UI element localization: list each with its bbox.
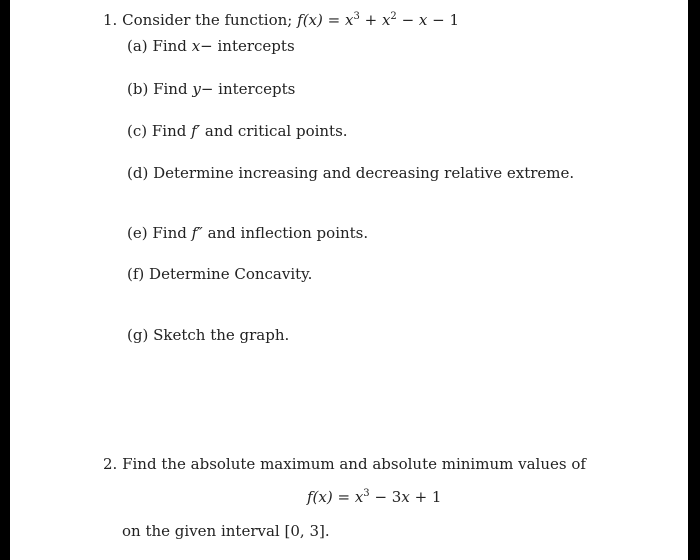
problem-2-function: $f(x) = x^3 - 3x + 1$	[307, 488, 442, 506]
part-a-text: Find	[152, 37, 187, 55]
part-d-text: Determine increasing and decreasing relative extreme.	[153, 164, 575, 182]
problem-2-interval-value: [0, 3].	[284, 522, 330, 540]
part-e	[127, 224, 368, 242]
part-c-text: Find	[151, 122, 187, 140]
problem-2-lead: Find the absolute maximum and absolute minimum values of	[122, 455, 586, 473]
part-f-label: (f)	[127, 265, 145, 283]
problem-1-function: $f(x) = x^3 + x^2 - x - 1$	[297, 11, 460, 29]
part-a-label: (a)	[127, 37, 148, 55]
part-a-text-end: intercepts	[217, 37, 295, 55]
problem-2-interval	[122, 522, 330, 540]
part-c-text-end: and critical points.	[204, 122, 348, 140]
problem-2-number: 2.	[103, 455, 118, 473]
part-g-label: (g)	[127, 326, 149, 344]
problem-1-lead: Consider the function;	[122, 11, 293, 29]
part-f	[127, 265, 312, 283]
part-d	[127, 164, 574, 182]
part-b-text: Find	[153, 80, 188, 98]
part-e-math: f″	[191, 224, 203, 242]
document-page	[10, 0, 688, 560]
part-g-text: Sketch the graph.	[153, 326, 290, 344]
problem-1-number: 1.	[103, 11, 118, 29]
part-b	[127, 80, 295, 98]
part-a	[127, 37, 295, 55]
part-f-text: Determine Concavity.	[149, 265, 313, 283]
problem-1-heading	[103, 11, 459, 29]
part-c	[127, 122, 348, 140]
part-e-text: Find	[152, 224, 187, 242]
part-c-label: (c)	[127, 122, 148, 140]
part-d-label: (d)	[127, 164, 149, 182]
part-b-text-end: intercepts	[218, 80, 296, 98]
part-c-math: f′	[191, 122, 201, 140]
problem-2-heading	[103, 455, 586, 473]
part-b-math: y−	[192, 80, 214, 98]
part-g	[127, 326, 289, 344]
part-a-math: x−	[191, 37, 213, 55]
part-b-label: (b)	[127, 80, 149, 98]
part-e-label: (e)	[127, 224, 148, 242]
part-e-text-end: and inflection points.	[207, 224, 369, 242]
problem-2-interval-text: on the given interval	[122, 522, 280, 540]
